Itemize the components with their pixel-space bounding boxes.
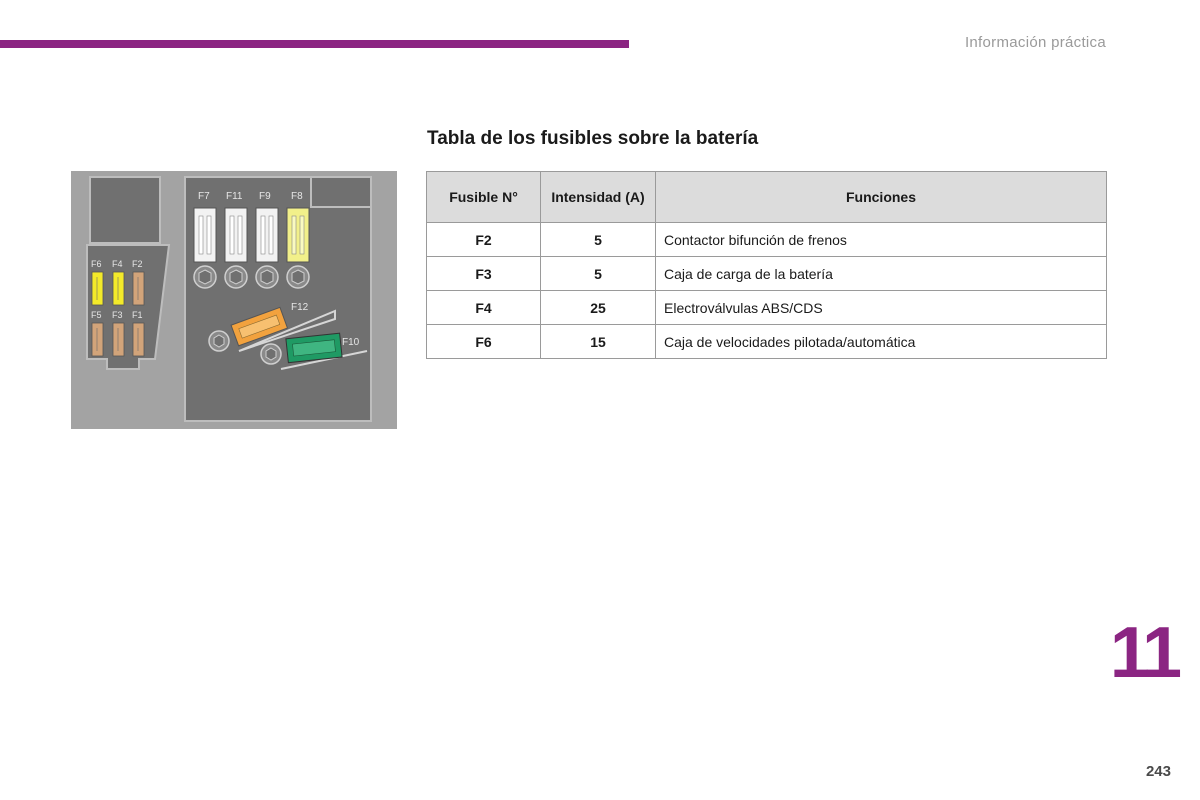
table-row <box>427 291 1107 325</box>
label-f8: F8 <box>291 191 303 202</box>
table-row <box>427 257 1107 291</box>
header-fuse: Fusible N° <box>427 172 541 223</box>
label-f2: F2 <box>132 259 143 269</box>
cell-fuse: F2 <box>427 223 541 257</box>
label-f3: F3 <box>112 310 123 320</box>
label-f4: F4 <box>112 259 123 269</box>
chapter-number: 11 <box>1109 613 1178 693</box>
label-f12: F12 <box>291 302 309 313</box>
label-f11: F11 <box>226 191 243 202</box>
label-f10: F10 <box>342 337 360 348</box>
cell-amps: 5 <box>541 257 656 291</box>
cell-amps: 15 <box>541 325 656 359</box>
header-accent-bar <box>0 40 629 48</box>
cell-function: Electroválvulas ABS/CDS <box>656 291 1107 325</box>
cell-amps: 25 <box>541 291 656 325</box>
cell-amps: 5 <box>541 223 656 257</box>
label-f5: F5 <box>91 310 102 320</box>
cell-function: Caja de velocidades pilotada/automática <box>656 325 1107 359</box>
page-number: 243 <box>1145 763 1171 780</box>
fuse-table <box>426 171 1107 359</box>
table-title: Tabla de los fusibles sobre la batería <box>427 128 759 149</box>
table-row <box>427 325 1107 359</box>
cell-function: Caja de carga de la batería <box>656 257 1107 291</box>
label-f1: F1 <box>132 310 143 320</box>
cell-fuse: F3 <box>427 257 541 291</box>
header-intensity: Intensidad (A) <box>541 172 656 223</box>
label-f9: F9 <box>259 191 271 202</box>
table-row <box>427 223 1107 257</box>
fuse-box-diagram <box>71 171 397 429</box>
cell-function: Contactor bifunción de frenos <box>656 223 1107 257</box>
label-f7: F7 <box>198 191 210 202</box>
header-functions: Funciones <box>656 172 1107 223</box>
cell-fuse: F4 <box>427 291 541 325</box>
cell-fuse: F6 <box>427 325 541 359</box>
section-title: Información práctica <box>964 34 1106 51</box>
label-f6: F6 <box>91 259 102 269</box>
